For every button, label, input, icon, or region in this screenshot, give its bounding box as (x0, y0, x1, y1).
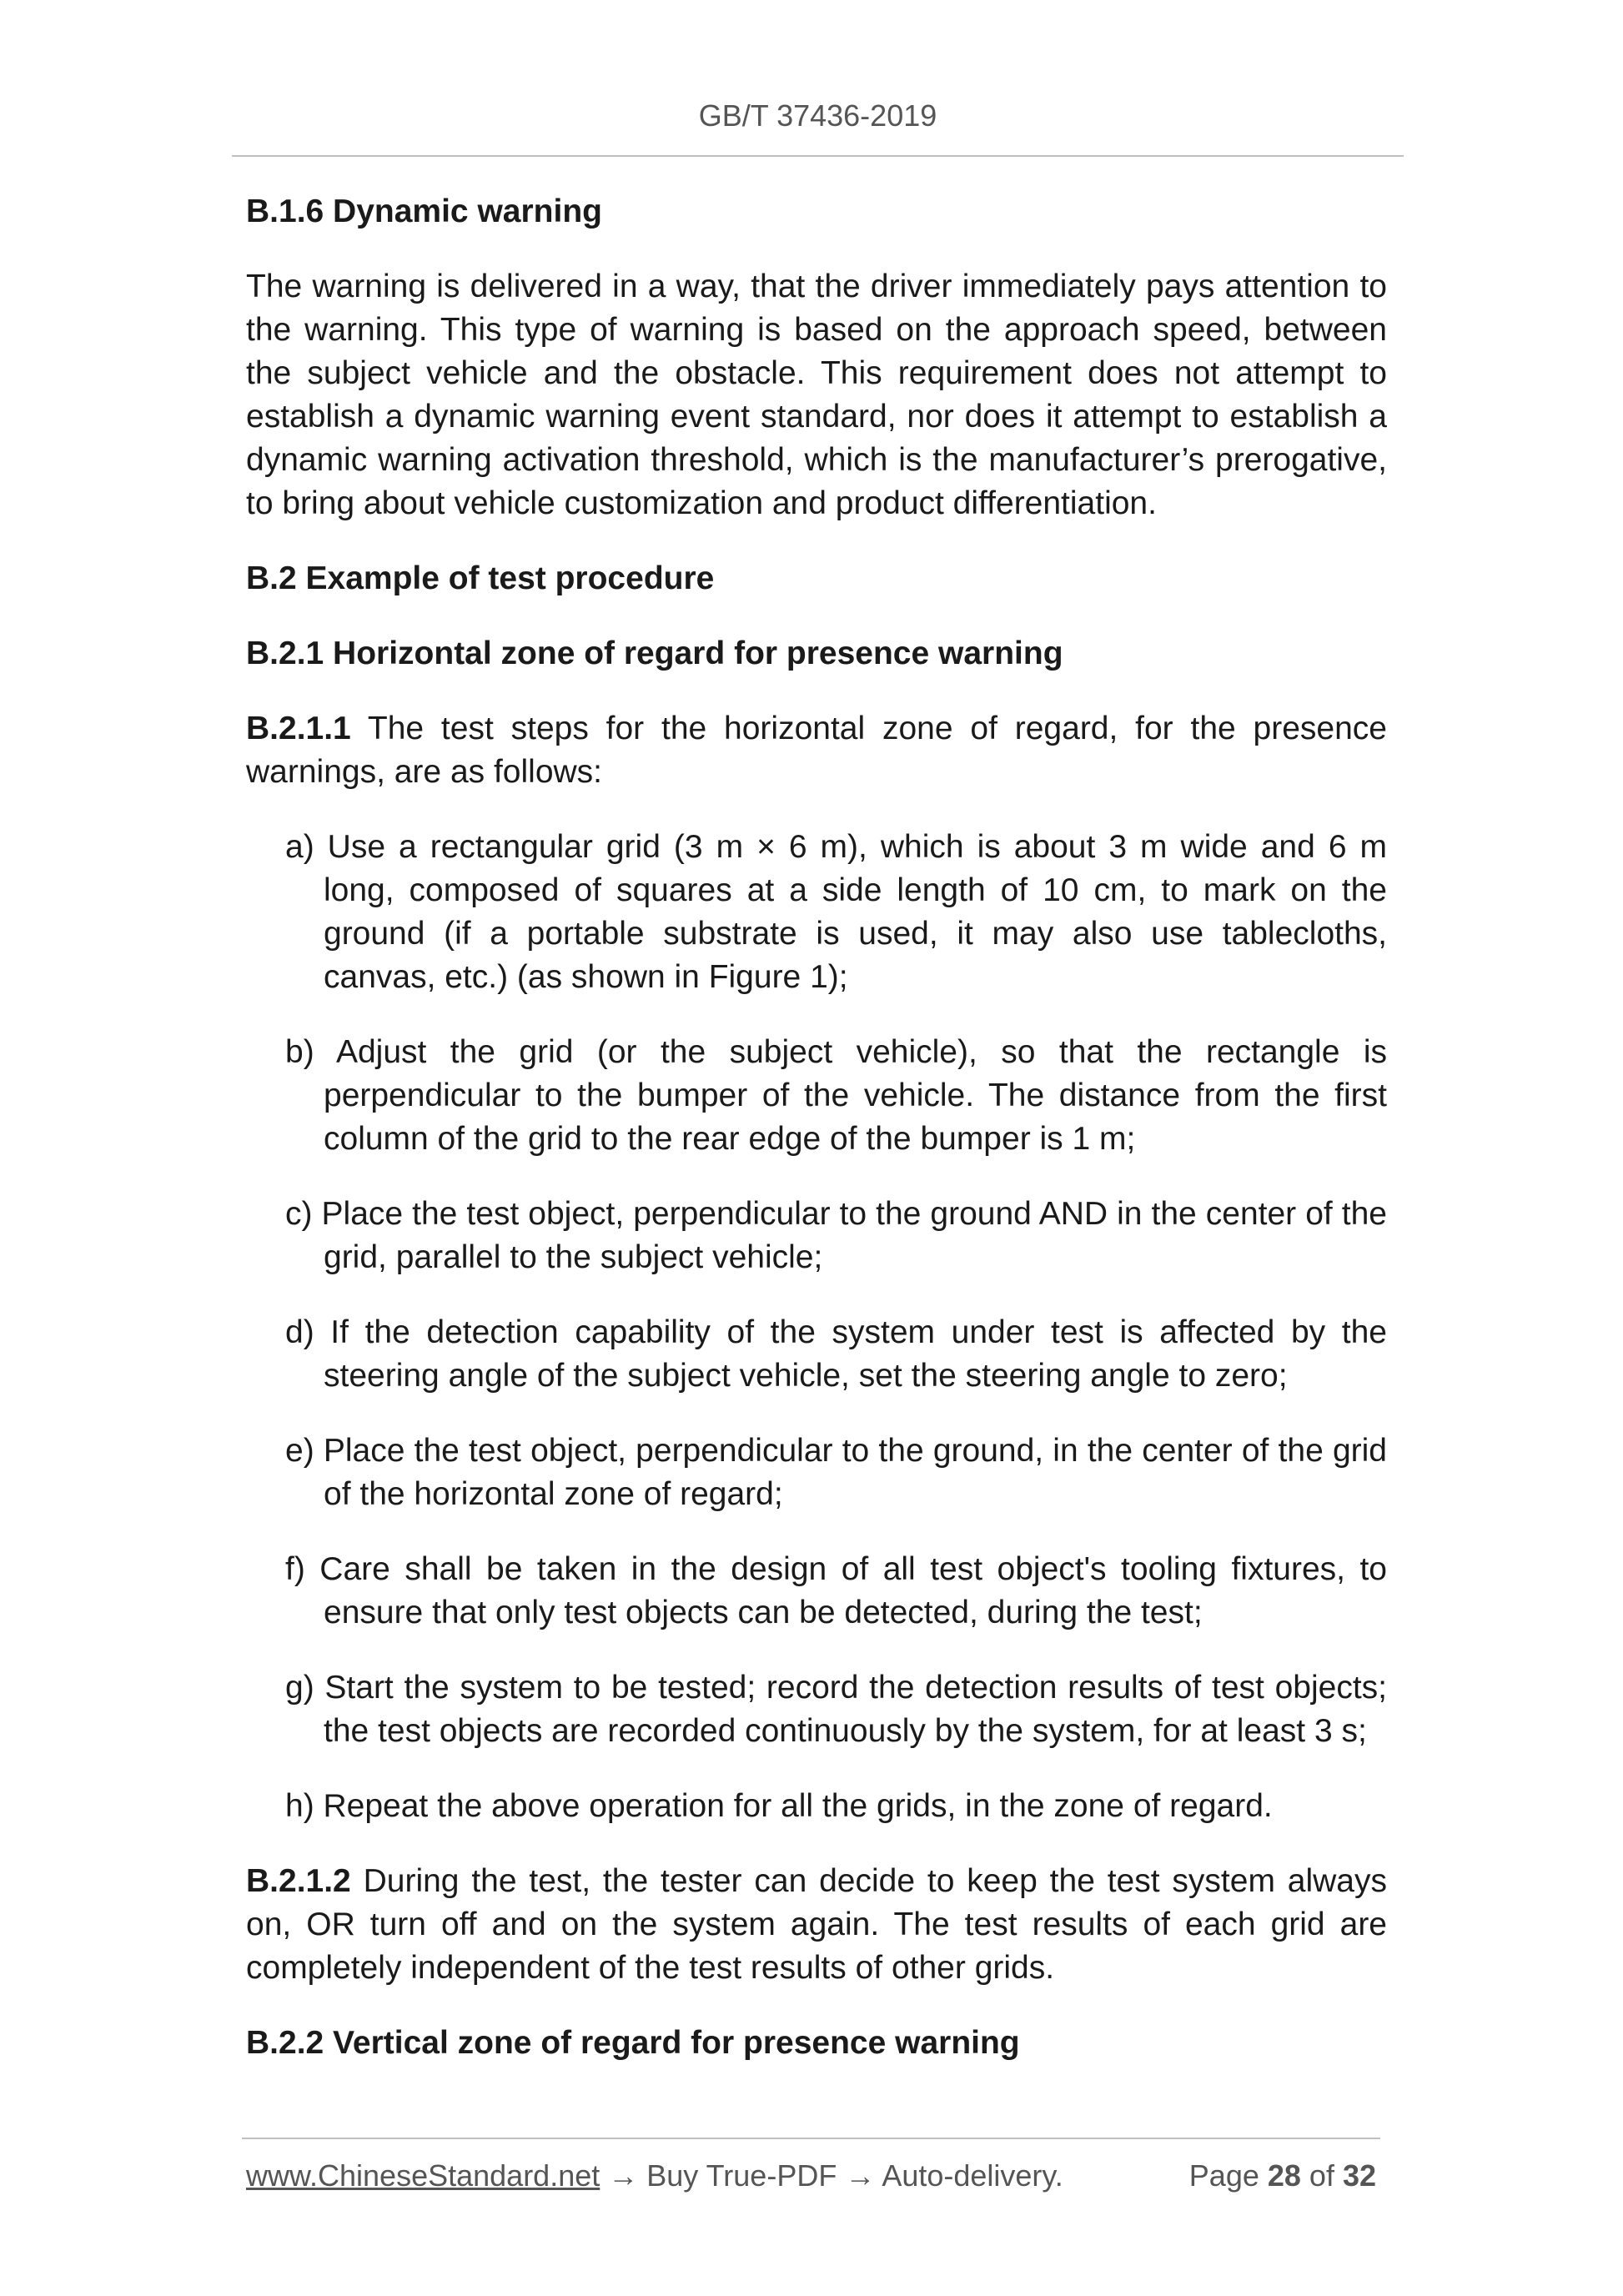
header-divider (232, 155, 1404, 157)
page-current: 28 (1267, 2158, 1301, 2193)
clause-text-b211: The test steps for the horizontal zone of regard, for the presence warnings, are as follows: (246, 711, 1387, 790)
page-content (246, 190, 1387, 2097)
list-item-a: a) Use a rectangular grid (3 m × 6 m), which is about 3 m wide and 6 m long, composed of squares at a side length of 10 cm, to mark on the ground (if a portable substrate is used, it may also use tablecloths, canvas, etc.) (as shown in Figure 1); (285, 829, 1387, 995)
section-heading-b2: B.2 Example of test procedure (246, 560, 715, 596)
list-item-c: c) Place the test object, perpendicular to the ground AND in the center of the grid, parallel to the subject vehicle; (285, 1196, 1387, 1275)
list-item-g: g) Start the system to be tested; record the detection results of test objects; the test objects are recorded continuously by the system, for at least 3 s; (285, 1670, 1387, 1749)
section-heading-b16: B.1.6 Dynamic warning (246, 193, 602, 229)
list-item-f: f) Care shall be taken in the design of all test object's tooling fixtures, to ensure that only test objects can be detected, during the test; (285, 1551, 1387, 1630)
clause-label-b211: B.2.1.1 (246, 711, 351, 746)
website-link[interactable]: www.ChineseStandard.net (246, 2158, 600, 2193)
section-heading-b22: B.2.2 Vertical zone of regard for presence warning (246, 2025, 1020, 2061)
paragraph-b211 (246, 707, 1387, 794)
list-item-e: e) Place the test object, perpendicular to the ground, in the center of the grid of the horizontal zone of regard; (285, 1433, 1387, 1512)
page-of: of (1300, 2158, 1343, 2193)
document-header: GB/T 37436-2019 (698, 98, 937, 133)
clause-text-b212: During the test, the tester can decide to keep the test system always on, OR turn off and on the system again. The test results of each grid are completely independent of the test results of other grids. (246, 1863, 1387, 1986)
page-total: 32 (1342, 2158, 1376, 2193)
footer-tagline: → Buy True-PDF → Auto-delivery. (600, 2158, 1063, 2193)
paragraph-dynamic-warning: The warning is delivered in a way, that the driver immediately pays attention to the warning. This type of warning is based on the approach speed, between the subject vehicle and the obstacle. This requirement does not attempt to establish a dynamic warning event standard, nor does it attempt to establish a dynamic warning activation threshold, which is the manufacturer’s prerogative, to bring about vehicle customization and product differentiation. (246, 269, 1387, 521)
page-label: Page (1188, 2158, 1268, 2193)
footer-divider (242, 2138, 1380, 2139)
list-item-d: d) If the detection capability of the system under test is affected by the steering angle of the subject vehicle, set the steering angle to zero; (285, 1314, 1387, 1394)
list-item-b: b) Adjust the grid (or the subject vehicle), so that the rectangle is perpendicular to the bumper of the vehicle. The distance from the first column of the grid to the rear edge of the bumper is 1 m; (285, 1034, 1387, 1157)
section-heading-b21: B.2.1 Horizontal zone of regard for presence warning (246, 636, 1063, 671)
clause-label-b212: B.2.1.2 (246, 1863, 351, 1899)
list-item-h: h) Repeat the above operation for all the grids, in the zone of regard. (285, 1788, 1273, 1824)
page-footer (246, 2158, 1380, 2198)
paragraph-b212 (246, 1860, 1387, 1990)
page-number (1189, 2158, 1376, 2193)
